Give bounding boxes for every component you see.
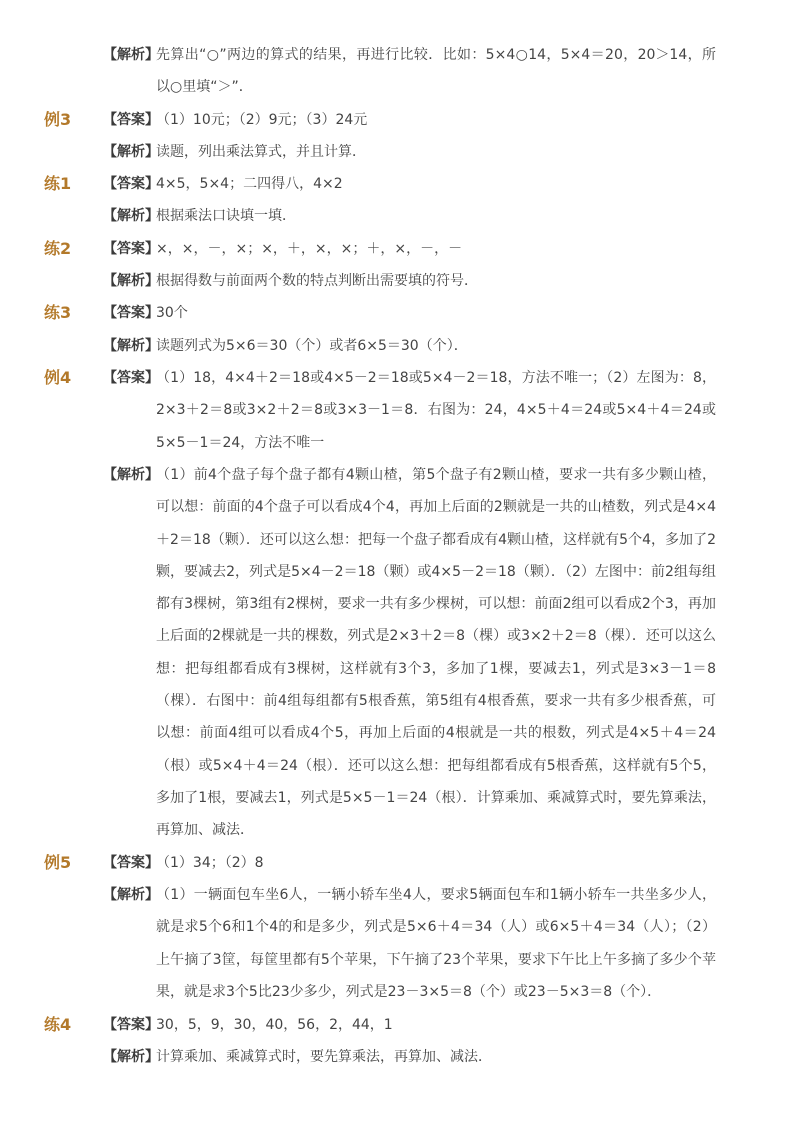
answer-tag: 【答案】 bbox=[103, 112, 159, 128]
analysis-text: 根据乘法口诀填一填． bbox=[156, 208, 296, 224]
answer-text: ×，×，－，×；×，＋，×，×；＋，×，－，－ bbox=[156, 241, 463, 257]
item-number: 例4 bbox=[44, 368, 72, 387]
analysis-tag: 【解析】 bbox=[103, 467, 159, 483]
analysis-text: （1）前4个盘子每个盘子都有4颗山楂，第5个盘子有2颗山楂，要求一共有多少颗山楂，可以想：前面的4个盘子可以看成4个4，再加上后面的2颗就是一共的山楂数，列式是4×4＋2＝18（颗）．还可以这么想：把每一个盘子都看成有4颗山楂，这样就有5个4，多加了2颗，要减去2，列式是5×4－2＝18（颗）或4×5－2＝18（颗）．（2）左图中：前2组每组都有3棵树，第3组有2棵树，要求一共有多少棵树，可以想：前面2组可以看成2个3，再加上后面的2棵就是一共的棵数，列式是2×3＋2＝8（棵）或3×2＋2＝8（棵）．还可以这么想：把每组都看成有3棵树，这样就有3个3，多加了1棵，要减去1，列式是3×3－1＝8（棵）．右图中：前4组每组都有5根香蕉，第5组有4根香蕉，要求一共有多少根香蕉，可以想：前面4组可以看成4个5，再加上后面的4根就是一共的根数，列式是4×5＋4＝24（根）或5×4＋4＝24（根）．还可以这么想：把每组都看成有5根香蕉，这样就有5个5，多加了1根，要减去1，列式是5×5－1＝24（根）．计算乘加、乘减算式时，要先算乘法，再算加、减法． bbox=[156, 467, 716, 839]
analysis-text: 先算出“○”两边的算式的结果，再进行比较．比如：5×4○14，5×4＝20，20＞14，所以○里填“＞”． bbox=[156, 47, 716, 96]
analysis-text: 读题，列出乘法算式，并且计算． bbox=[156, 144, 366, 160]
analysis-tag: 【解析】 bbox=[103, 273, 159, 289]
answer-tag: 【答案】 bbox=[103, 305, 159, 321]
analysis-tag: 【解析】 bbox=[103, 1049, 159, 1065]
answer-tag: 【答案】 bbox=[103, 241, 159, 257]
item-number: 练1 bbox=[44, 174, 72, 193]
answer-text: （1）34；（2）8 bbox=[156, 855, 264, 871]
item-number: 例5 bbox=[44, 853, 72, 872]
answer-tag: 【答案】 bbox=[103, 855, 159, 871]
analysis-text: 根据得数与前面两个数的特点判断出需要填的符号． bbox=[156, 273, 478, 289]
answer-tag: 【答案】 bbox=[103, 370, 159, 386]
analysis-tag: 【解析】 bbox=[103, 47, 159, 63]
answer-tag: 【答案】 bbox=[103, 176, 159, 192]
item-number: 例3 bbox=[44, 110, 72, 129]
answer-tag: 【答案】 bbox=[103, 1017, 159, 1033]
analysis-text: 计算乘加、乘减算式时，要先算乘法，再算加、减法． bbox=[156, 1049, 492, 1065]
item-number: 练2 bbox=[44, 239, 72, 258]
analysis-text: （1）一辆面包车坐6人，一辆小轿车坐4人，要求5辆面包车和1辆小轿车一共坐多少人，就是求5个6和1个4的和是多少，列式是5×6＋4＝34（人）或6×5＋4＝34（人）；（2）上午摘了3筐，每筐里都有5个苹果，下午摘了23个苹果，要求下午比上午多摘了多少个苹果，就是求3个5比23少多少，列式是23－3×5＝8（个）或23－5×3＝8（个）． bbox=[156, 887, 716, 1000]
answer-text: （1）10元；（2）9元；（3）24元 bbox=[156, 112, 368, 128]
analysis-tag: 【解析】 bbox=[103, 208, 159, 224]
answer-text: 30，5，9，30，40，56，2，44，1 bbox=[156, 1017, 393, 1033]
answer-text: （1）18，4×4＋2＝18或4×5－2＝18或5×4－2＝18，方法不唯一；（2）左图为：8，2×3＋2＝8或3×2＋2＝8或3×3－1＝8．右图为：24，4×5＋4＝24或5×4＋4＝24或5×5－1＝24，方法不唯一 bbox=[156, 370, 716, 451]
answer-text: 30个 bbox=[156, 305, 188, 321]
answer-text: 4×5，5×4；二四得八，4×2 bbox=[156, 176, 343, 192]
item-number: 练4 bbox=[44, 1015, 72, 1034]
analysis-tag: 【解析】 bbox=[103, 144, 159, 160]
analysis-tag: 【解析】 bbox=[103, 887, 159, 903]
analysis-text: 读题列式为5×6＝30（个）或者6×5＝30（个）． bbox=[156, 338, 468, 354]
item-number: 练3 bbox=[44, 303, 72, 322]
analysis-tag: 【解析】 bbox=[103, 338, 159, 354]
